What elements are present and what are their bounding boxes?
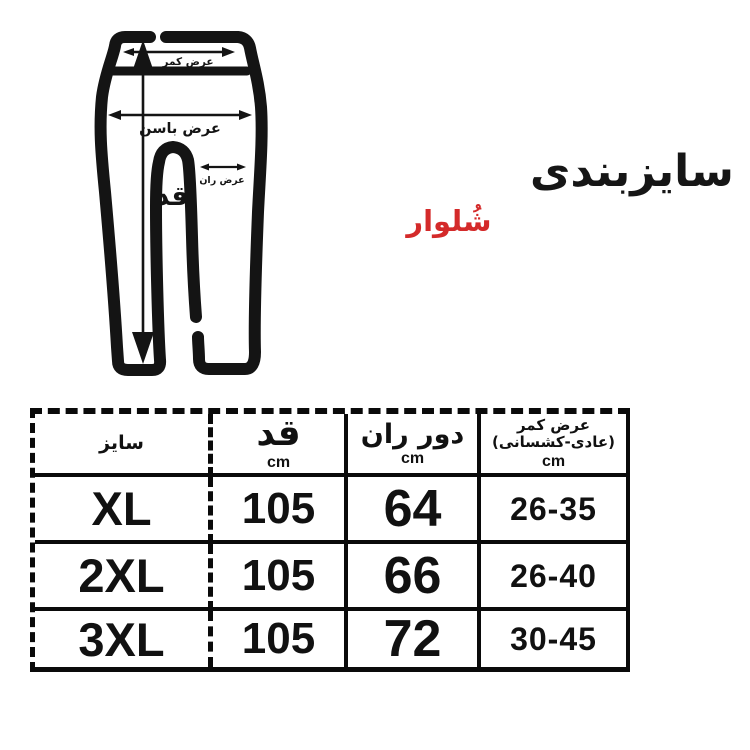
col-header-thigh-unit: cm xyxy=(400,449,425,467)
table-row-xl-length xyxy=(213,477,348,544)
table-row-3xl-size xyxy=(35,611,213,667)
col-header-length-label: قد xyxy=(256,414,301,454)
hip-width-arrow xyxy=(108,110,252,120)
col-header-length-unit: cm xyxy=(266,454,291,471)
col-header-length xyxy=(213,414,348,477)
size-table xyxy=(30,408,630,672)
product-type-label: شُلوار xyxy=(406,204,492,238)
table-row-3xl-thigh xyxy=(348,611,481,667)
table-row-2xl-size xyxy=(35,544,213,611)
waist-range-value: 26-40 xyxy=(510,557,597,594)
thigh-value: 64 xyxy=(383,479,442,538)
length-value: 105 xyxy=(241,550,316,600)
length-label: قد xyxy=(155,181,189,212)
col-header-thigh xyxy=(348,414,481,477)
col-header-waist-label: عرض کمر xyxy=(516,416,591,434)
col-header-waist xyxy=(481,414,626,477)
table-row-2xl-waist xyxy=(481,544,626,611)
waist-range-value: 26-35 xyxy=(510,490,597,527)
length-value: 105 xyxy=(241,483,316,533)
table-row-2xl-thigh xyxy=(348,544,481,611)
hip-width-label: عرض باسن xyxy=(139,121,221,137)
waist-width-label: عرض کمر xyxy=(162,56,214,68)
table-row-xl-size xyxy=(35,477,213,544)
thigh-value: 66 xyxy=(383,546,442,605)
table-row-3xl-length xyxy=(213,611,348,667)
thigh-value: 72 xyxy=(383,611,442,667)
table-row-2xl-length xyxy=(213,544,348,611)
pants-measurement-diagram xyxy=(55,12,340,392)
size-value: 3XL xyxy=(78,612,165,666)
page-title: سایزبندی xyxy=(530,146,734,197)
thigh-width-arrow xyxy=(200,164,246,171)
col-header-size-label: سایز xyxy=(99,432,144,454)
table-row-xl-waist xyxy=(481,477,626,544)
waist-range-value: 30-45 xyxy=(510,621,597,657)
size-value: 2XL xyxy=(78,549,165,602)
length-value: 105 xyxy=(241,614,316,663)
size-value: XL xyxy=(91,482,152,535)
col-header-waist-sublabel: (عادی-کشسانی) xyxy=(492,433,615,451)
col-header-size xyxy=(35,414,213,477)
table-row-xl-thigh xyxy=(348,477,481,544)
thigh-width-label: عرض ران xyxy=(199,175,245,186)
col-header-thigh-label: دور ران xyxy=(360,418,465,450)
col-header-waist-unit: cm xyxy=(541,453,566,470)
table-row-3xl-waist xyxy=(481,611,626,667)
